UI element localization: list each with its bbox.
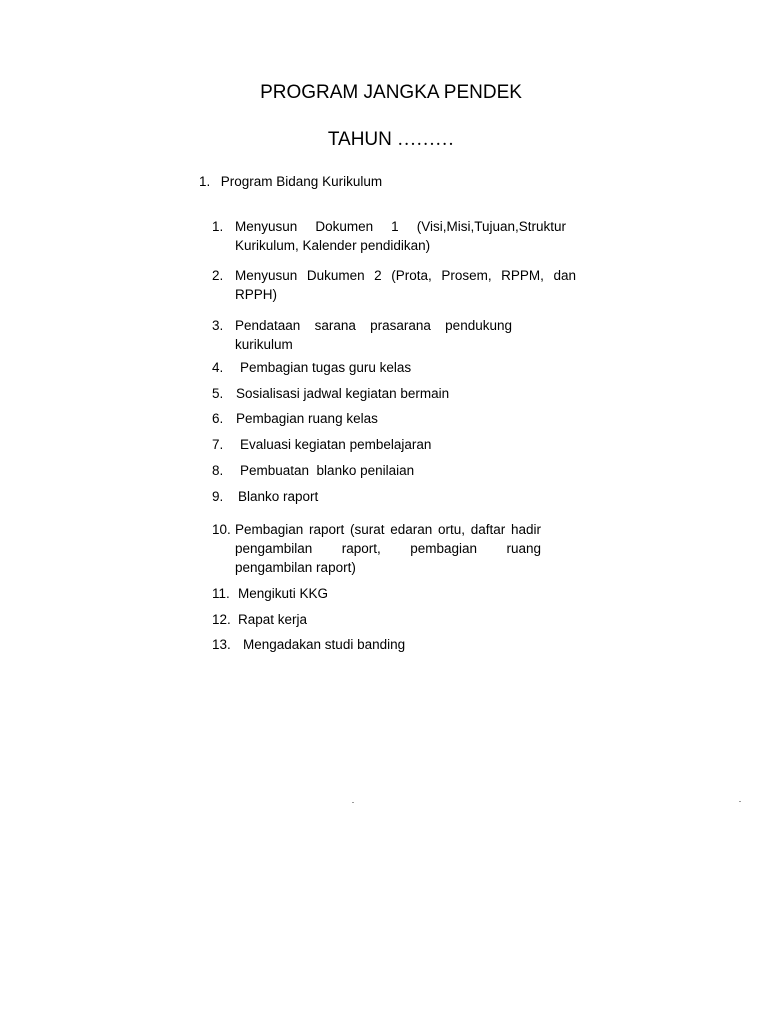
item-text: Evaluasi kegiatan pembelajaran: [240, 437, 432, 452]
scan-speck: [739, 801, 741, 802]
section-number: 1.: [199, 174, 211, 189]
scan-speck: [352, 802, 354, 803]
item-text: Mengikuti KKG: [238, 586, 329, 601]
list-item: [212, 610, 512, 630]
item-number: 11.: [212, 586, 230, 601]
item-number: 6.: [212, 411, 224, 426]
item-number: 3.: [212, 318, 224, 333]
list-item: [212, 584, 512, 604]
item-number: 8.: [212, 463, 224, 478]
list-item: [212, 461, 512, 481]
item-text: Pembagian ruang kelas: [236, 411, 378, 426]
item-text-line: kurikulum: [235, 337, 293, 352]
item-text: Rapat kerja: [238, 612, 308, 627]
item-text-line: Menyusun Dokumen 1 (Visi,Misi,Tujuan,Struktur: [235, 219, 566, 234]
list-item: [212, 409, 512, 429]
item-number: 5.: [212, 386, 224, 401]
year-blank: ………: [397, 129, 455, 150]
item-number: 10.: [212, 522, 231, 537]
item-number: 4.: [212, 360, 224, 375]
section-heading-text: Program Bidang Kurikulum: [220, 174, 383, 189]
item-text: [235, 266, 576, 304]
title-text: PROGRAM JANGKA PENDEK: [260, 82, 522, 103]
item-text-line: RPPH): [235, 287, 278, 302]
list-item: [212, 316, 522, 356]
item-text-line: hadir pengambilan raport, pembagian ruang: [235, 522, 541, 556]
item-text: Blanko raport: [238, 489, 319, 504]
list-item: [212, 384, 512, 404]
item-text: Mengadakan studi banding: [243, 637, 406, 652]
item-number: 12.: [212, 612, 231, 627]
list-item: [212, 435, 512, 455]
list-item: [212, 217, 572, 257]
item-text: [235, 217, 566, 255]
item-text-line: pengambilan raport): [235, 560, 356, 575]
item-text: [235, 316, 512, 354]
item-text-line: Pembagian raport (surat edaran ortu, daftar: [235, 522, 506, 537]
item-number: 13.: [212, 637, 231, 652]
item-text-line: Kurikulum, Kalender pendidikan): [235, 238, 431, 253]
item-number: 9.: [212, 489, 224, 504]
list-item: [212, 635, 512, 655]
item-text: Pembagian tugas guru kelas: [240, 360, 412, 375]
item-number: 7.: [212, 437, 224, 452]
item-text: Sosialisasi jadwal kegiatan bermain: [236, 386, 450, 401]
year-heading: [0, 129, 768, 151]
list-item: [212, 487, 512, 507]
document-title: [0, 82, 768, 104]
list-item: [212, 266, 580, 306]
section-heading: [199, 174, 382, 189]
item-number: 1.: [212, 219, 224, 234]
list-item: [212, 520, 547, 580]
list-item: [212, 358, 512, 378]
item-text: Pembuatan blanko penilaian: [240, 463, 415, 478]
year-label: TAHUN: [327, 129, 392, 150]
item-text-line: Pendataan sarana prasarana pendukung: [235, 318, 512, 333]
item-text-line: Menyusun Dukumen 2 (Prota, Prosem, RPPM, dan: [235, 268, 576, 283]
item-text: [235, 520, 541, 577]
item-number: 2.: [212, 268, 224, 283]
